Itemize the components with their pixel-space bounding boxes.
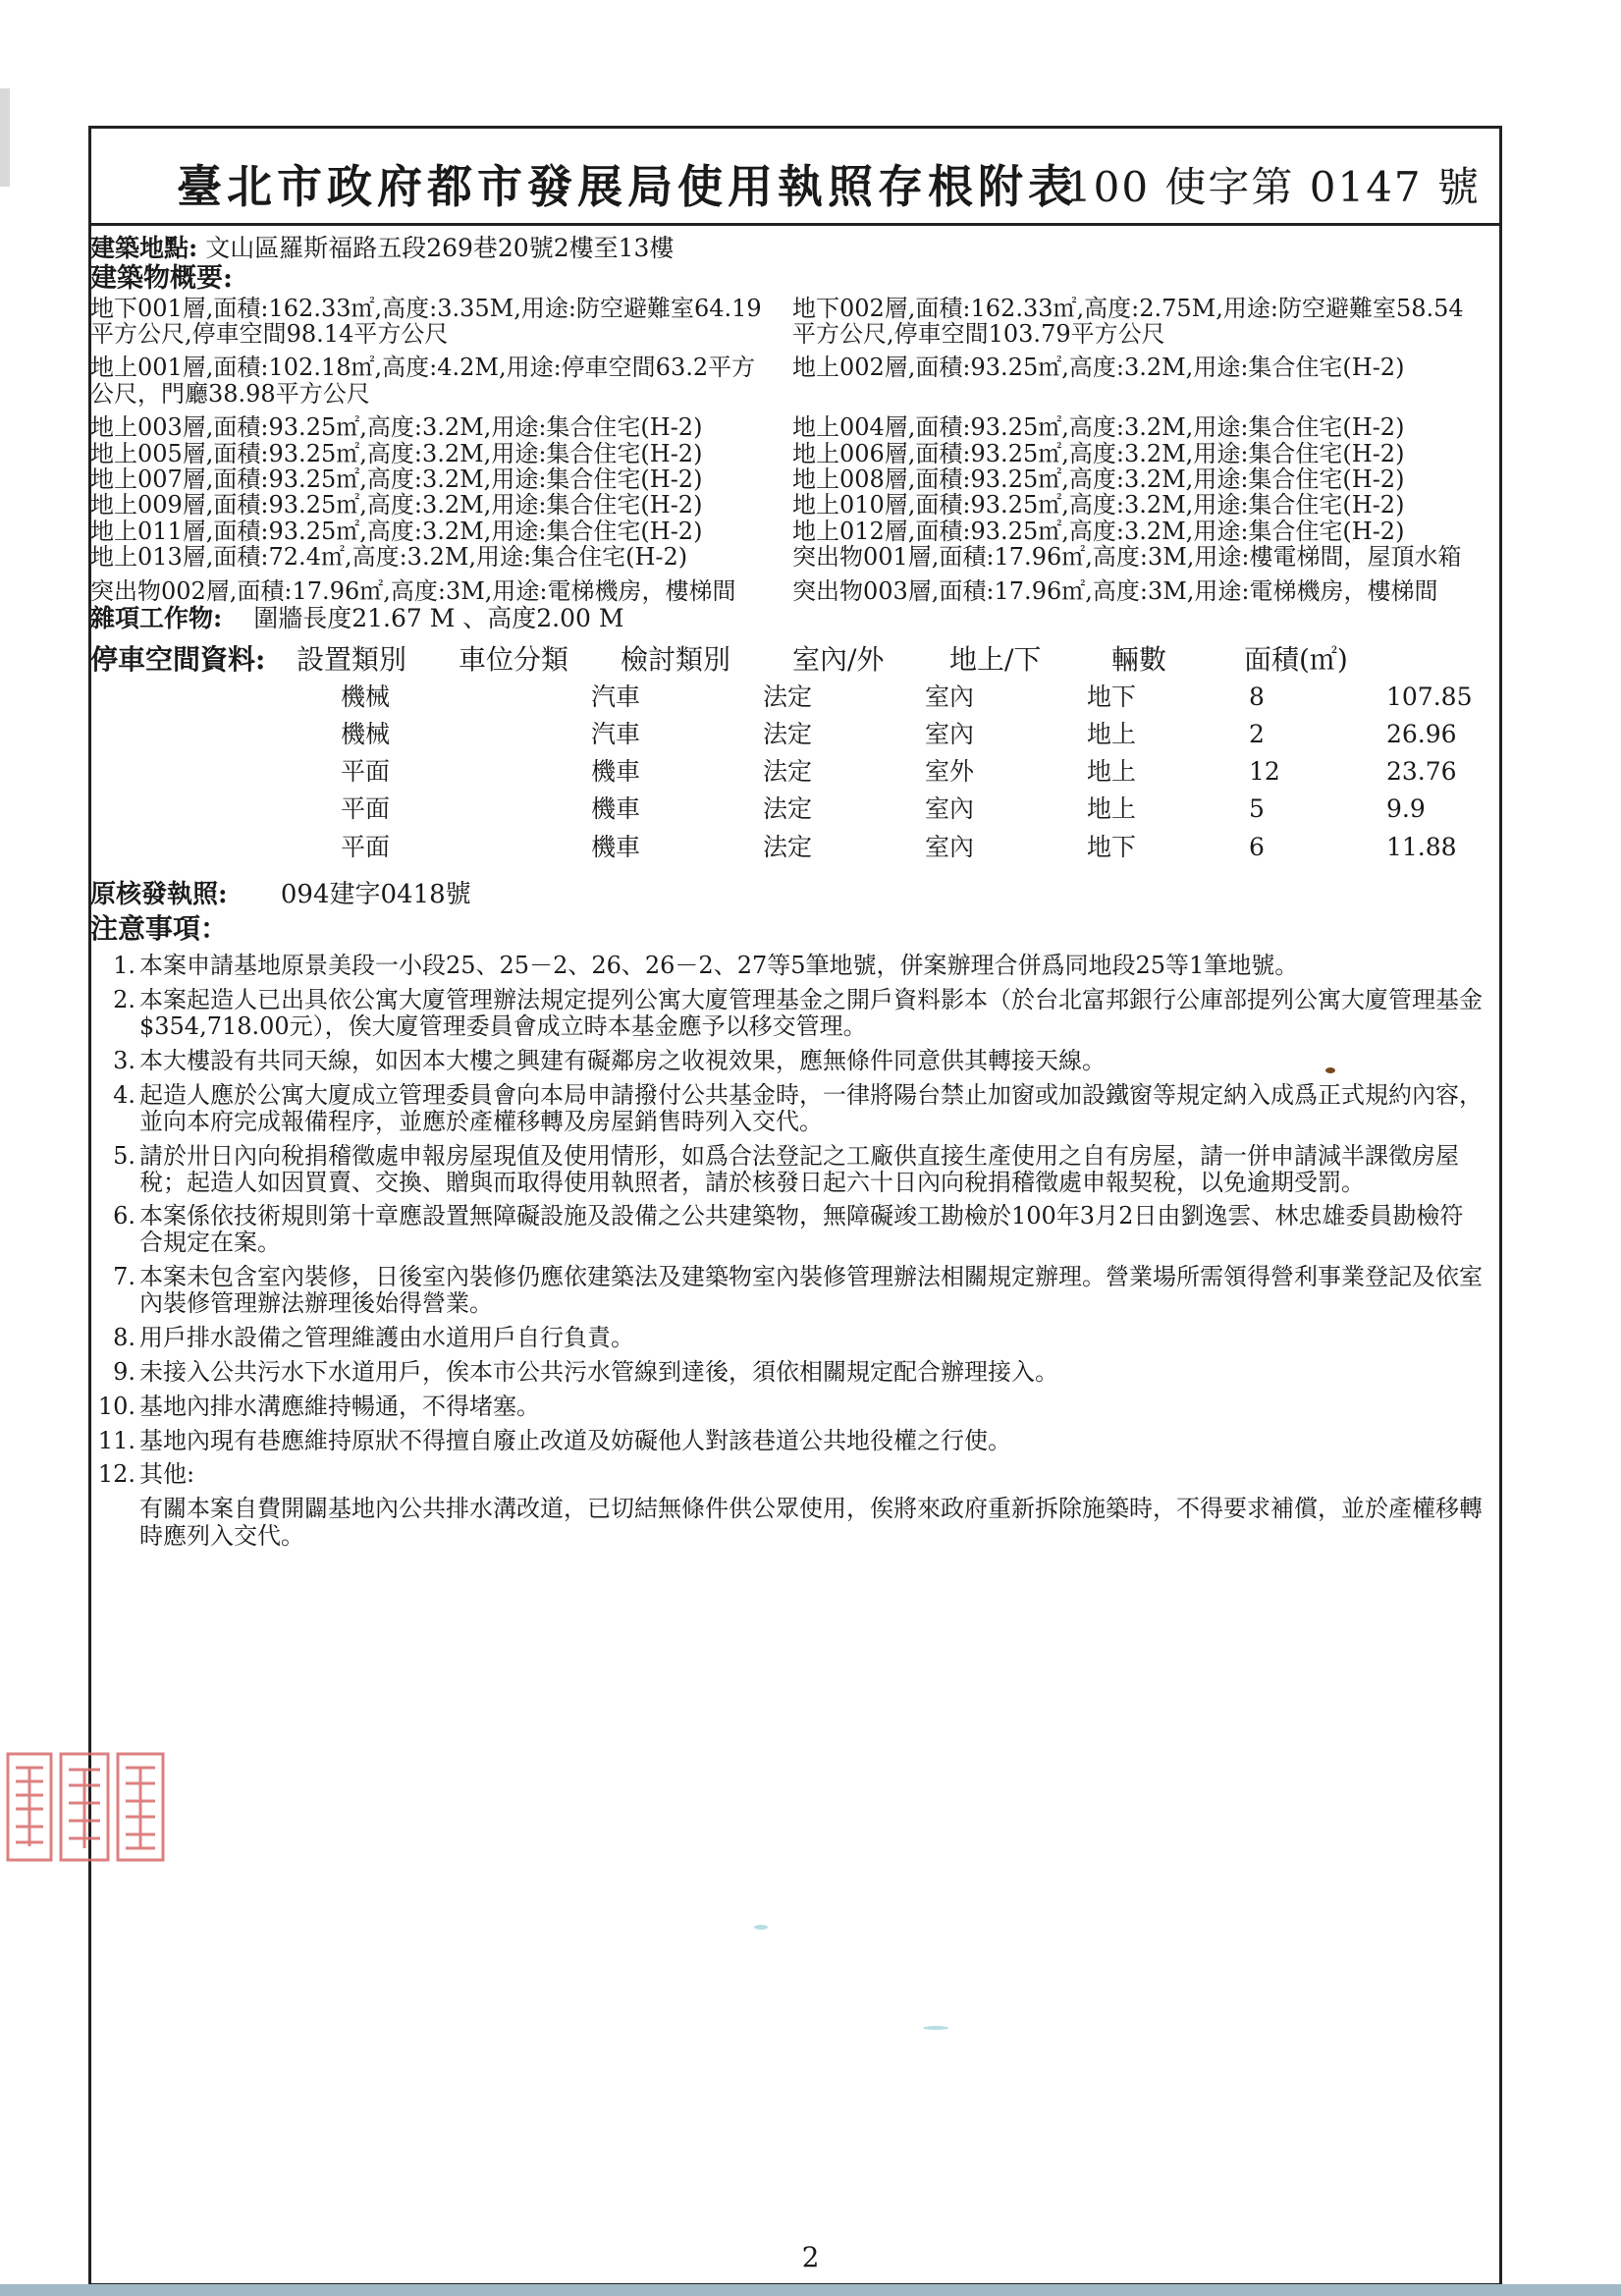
parking-cell: 室內 (925, 832, 975, 861)
parking-cell: 8 (1249, 682, 1265, 711)
note-text: 起造人應於公寓大廈成立管理委員會向本局申請撥付公共基金時，一律將陽台禁止加窗或加設鐵窗等規定納入成爲正式規約內容，並向本府完成報備程序，並應於產權移轉及房屋銷售時列入交代。 (139, 1080, 1483, 1135)
parking-cell: 機械 (341, 682, 391, 711)
note-item (90, 1461, 1494, 1488)
parking-cell: 室內 (925, 794, 975, 824)
parking-cell: 汽車 (591, 682, 641, 711)
scan-bottom-edge (0, 2284, 1621, 2296)
floor-entry: 地上011層,面積:93.25㎡,高度:3.2M,用途:集合住宅(H-2) (90, 517, 703, 545)
note-item (90, 1359, 1494, 1386)
note-number: 4. (113, 1080, 135, 1109)
floor-entry: 地上005層,面積:93.25㎡,高度:3.2M,用途:集合住宅(H-2) (90, 439, 703, 467)
note-text: 請於卅日內向稅捐稽徵處申報房屋現值及使用情形，如爲合法登記之工廠供直接生產使用之自有房屋，請一併申請減半課徵房屋稅；起造人如因買賣、交換、贈與而取得使用執照者，請於核發日起六十日內向稅捐稽徵處申報契稅，以免逾期受罰。 (139, 1141, 1459, 1196)
page-number: 2 (801, 2241, 820, 2273)
parking-cell: 法定 (763, 832, 813, 861)
parking-cell: 法定 (763, 719, 813, 748)
note-number: 1. (113, 952, 135, 980)
building-overview-label: 建築物概要: (90, 263, 233, 295)
scan-speck (923, 2026, 948, 2030)
parking-cell: 機車 (591, 832, 641, 861)
floor-entry: 突出物003層,面積:17.96㎡,高度:3M,用途:電梯機房，樓梯間 (792, 576, 1438, 605)
parking-column-header: 輛數 (1111, 643, 1167, 677)
floor-entry: 突出物001層,面積:17.96㎡,高度:3M,用途:樓電梯間，屋頂水箱 (792, 543, 1462, 572)
official-seal-stamp (4, 1748, 167, 1866)
floor-entry: 地上012層,面積:93.25㎡,高度:3.2M,用途:集合住宅(H-2) (792, 517, 1405, 545)
parking-cell: 機車 (591, 794, 641, 824)
note-text: 本大樓設有共同天線，如因本大樓之興建有礙鄰房之收視效果，應無條件同意供其轉接天線。 (139, 1047, 1106, 1075)
parking-cell: 法定 (763, 794, 813, 824)
parking-cell: 26.96 (1386, 719, 1457, 748)
note-text: 其他: (139, 1460, 195, 1489)
notes-list (90, 953, 1494, 1488)
note-number: 12. (97, 1460, 135, 1489)
floor-entry: 地上013層,面積:72.4㎡,高度:3.2M,用途:集合住宅(H-2) (90, 543, 688, 572)
floor-entry: 地下001層,面積:162.33㎡,高度:3.35M,用途:防空避難室64.19平方公尺,停車空間98.14平方公尺 (90, 294, 762, 348)
floor-entry: 地下002層,面積:162.33㎡,高度:2.75M,用途:防空避難室58.54平方公尺,停車空間103.79平方公尺 (792, 294, 1464, 348)
misc-structure-value: 圍牆長度21.67 M 、高度2.00 M (253, 603, 624, 632)
scan-speck (1325, 1067, 1335, 1073)
note-item (90, 1325, 1494, 1351)
parking-cell: 平面 (341, 794, 391, 824)
parking-cell: 室外 (925, 757, 975, 787)
parking-cell: 平面 (341, 832, 391, 861)
parking-cell: 地上 (1087, 757, 1137, 787)
floor-entry: 地上010層,面積:93.25㎡,高度:3.2M,用途:集合住宅(H-2) (792, 491, 1405, 519)
note-text: 本案係依技術規則第十章應設置無障礙設施及設備之公共建築物，無障礙竣工勘檢於100年3月2日由劉逸雲、林忠雄委員勘檢符合規定在案。 (139, 1202, 1464, 1257)
parking-cell: 2 (1249, 719, 1265, 748)
misc-structure-label: 雜項工作物: (90, 603, 223, 632)
original-license-label: 原核發執照: (90, 879, 228, 909)
parking-cell: 機械 (341, 719, 391, 748)
floor-entry: 地上008層,面積:93.25㎡,高度:3.2M,用途:集合住宅(H-2) (792, 465, 1405, 493)
document-body (90, 236, 1494, 1551)
note-text: 未接入公共污水下水道用戶，俟本市公共污水管線到達後，須依相關規定配合辦理接入。 (139, 1357, 1058, 1386)
note-item (90, 1082, 1494, 1135)
parking-cell: 室內 (925, 682, 975, 711)
parking-cell: 平面 (341, 757, 391, 787)
floor-entry: 地上004層,面積:93.25㎡,高度:3.2M,用途:集合住宅(H-2) (792, 413, 1405, 442)
note-item (90, 1394, 1494, 1420)
parking-cell: 室內 (925, 719, 975, 748)
parking-cell: 法定 (763, 682, 813, 711)
parking-cell: 地上 (1087, 794, 1137, 824)
parking-column-header: 設置類別 (297, 643, 407, 677)
parking-cell: 6 (1249, 832, 1265, 861)
floor-list (90, 296, 1494, 604)
floor-entry: 地上001層,面積:102.18㎡,高度:4.2M,用途:停車空間63.2平方公尺，門廳38.98平方公尺 (90, 354, 756, 408)
parking-cell: 汽車 (591, 719, 641, 748)
parking-column-header: 室內/外 (792, 643, 885, 677)
parking-header-row (90, 643, 1494, 677)
note-number: 5. (113, 1141, 135, 1170)
floor-entry: 地上009層,面積:93.25㎡,高度:3.2M,用途:集合住宅(H-2) (90, 491, 703, 519)
parking-column-header: 車位分類 (459, 643, 569, 677)
parking-cell: 23.76 (1386, 757, 1457, 787)
note-item (90, 1428, 1494, 1454)
parking-cell: 107.85 (1386, 682, 1473, 711)
note-text: 本案申請基地原景美段一小段25、25－2、26、26－2、27等5筆地號，併案辦理合併爲同地段25等1筆地號。 (139, 952, 1299, 980)
building-site-label: 建築地點: (90, 234, 198, 262)
note-number: 2. (113, 986, 135, 1014)
note-text: 本案未包含室內裝修，日後室內裝修仍應依建築法及建築物室內裝修管理辦法相關規定辦理。營業場所需領得營利事業登記及依室內裝修管理辦法辦理後始得營業。 (139, 1263, 1483, 1318)
floor-entry: 地上003層,面積:93.25㎡,高度:3.2M,用途:集合住宅(H-2) (90, 413, 703, 442)
misc-structure-row (90, 603, 1494, 632)
original-license-value: 094建字0418號 (280, 879, 471, 909)
note-item (90, 953, 1494, 979)
floor-entry: 突出物002層,面積:17.96㎡,高度:3M,用途:電梯機房，樓梯間 (90, 576, 736, 605)
note-number: 10. (97, 1392, 135, 1420)
document-title: 臺北市政府都市發展局使用執照存根附表 (177, 160, 1078, 213)
parking-cell: 地上 (1087, 719, 1137, 748)
parking-column-header: 檢討類別 (621, 643, 731, 677)
license-number: 100 使字第 0147 號 (1064, 163, 1481, 211)
note-number: 3. (113, 1047, 135, 1075)
parking-column-header: 地上/下 (949, 643, 1042, 677)
original-license-row (90, 879, 1494, 909)
title-bar (88, 126, 1502, 226)
note-text: 基地內現有巷應維持原狀不得擅自廢止改道及妨礙他人對該巷道公共地役權之行使。 (139, 1426, 1011, 1454)
note-number: 8. (113, 1323, 135, 1351)
note-number: 6. (113, 1202, 135, 1230)
note-item (90, 987, 1494, 1040)
floor-entry: 地上006層,面積:93.25㎡,高度:3.2M,用途:集合住宅(H-2) (792, 439, 1405, 467)
scan-speck (754, 1925, 768, 1930)
parking-cell: 地下 (1087, 832, 1137, 861)
parking-cell: 地下 (1087, 682, 1137, 711)
note-item (90, 1203, 1494, 1256)
note-text: 基地內排水溝應維持暢通，不得堵塞。 (139, 1392, 540, 1420)
note-item (90, 1048, 1494, 1074)
note-number: 7. (113, 1263, 135, 1291)
scan-edge-mark (0, 88, 10, 187)
parking-label: 停車空間資料: (90, 643, 266, 677)
notes-heading: 注意事項： (90, 912, 229, 946)
floor-entry: 地上002層,面積:93.25㎡,高度:3.2M,用途:集合住宅(H-2) (792, 354, 1405, 382)
parking-cell: 5 (1249, 794, 1265, 824)
note-item (90, 1143, 1494, 1196)
parking-column-header: 面積(㎡) (1244, 643, 1348, 677)
parking-cell: 法定 (763, 757, 813, 787)
note-text: 用戶排水設備之管理維護由水道用戶自行負責。 (139, 1323, 634, 1351)
note-text: 本案起造人已出具依公寓大廈管理辦法規定提列公寓大廈管理基金之開戶資料影本（於台北富邦銀行公庫部提列公寓大廈管理基金$354,718.00元），俟大廈管理委員會成立時本基金應予以移交管理。 (139, 986, 1483, 1041)
note-12-detail: 有關本案自費開闢基地內公共排水溝改道，已切結無條件供公眾使用，俟將來政府重新拆除施築時，不得要求補償，並於產權移轉時應列入交代。 (139, 1495, 1483, 1550)
parking-cell: 11.88 (1386, 832, 1457, 861)
parking-cell: 12 (1249, 757, 1280, 787)
floor-entry: 地上007層,面積:93.25㎡,高度:3.2M,用途:集合住宅(H-2) (90, 465, 703, 493)
note-item (90, 1264, 1494, 1317)
building-site-row (90, 236, 1494, 261)
parking-cell: 機車 (591, 757, 641, 787)
note-number: 11. (97, 1426, 135, 1454)
parking-cell: 9.9 (1386, 794, 1426, 824)
parking-table (341, 684, 1494, 860)
building-site-value: 文山區羅斯福路五段269巷20號2樓至13樓 (205, 234, 675, 262)
note-number: 9. (113, 1357, 135, 1386)
